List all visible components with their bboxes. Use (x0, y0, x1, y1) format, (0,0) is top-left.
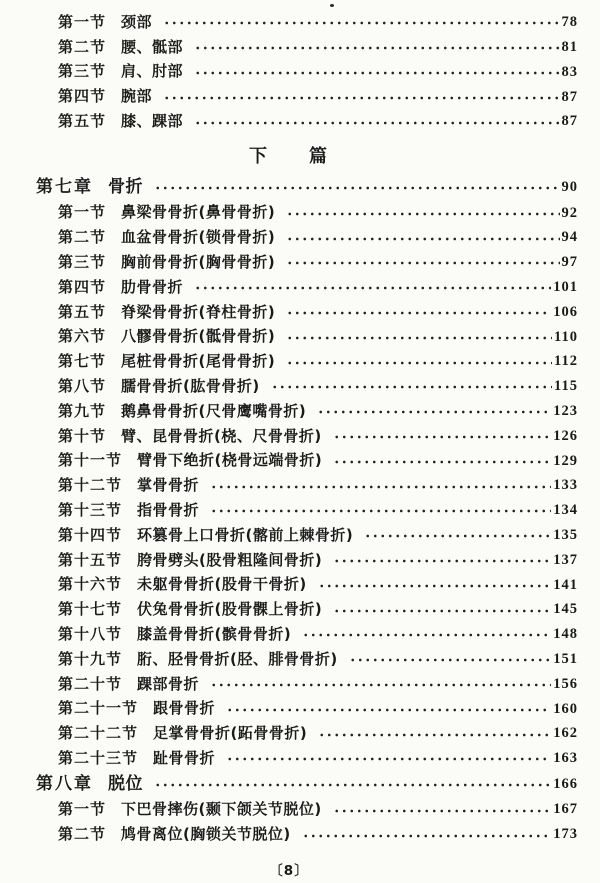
entry-label: 第二节 (58, 228, 107, 247)
entry-label: 第八节 (58, 376, 107, 395)
entry-label: 第十七节 (58, 600, 123, 619)
entry-page-number: 160 (553, 700, 578, 717)
toc-list (0, 10, 578, 847)
entry-title: 肩、肘部 (121, 62, 184, 81)
section-entry (0, 399, 578, 424)
entry-title: 臂、昆骨骨折(桡、尺骨骨折) (121, 426, 322, 445)
entry-title: 下巴骨摔伤(颞下颌关节脱位) (121, 800, 322, 819)
section-entry (0, 696, 578, 721)
entry-label: 第二节 (58, 825, 107, 843)
dot-leader (269, 374, 552, 399)
dot-leader (284, 300, 551, 325)
entry-title: 胯骨劈头(股骨粗隆间骨折) (137, 550, 323, 569)
entry-title: 脊梁骨骨折(脊柱骨折) (121, 302, 276, 321)
section-entry (0, 200, 578, 225)
section-entry (0, 647, 578, 672)
entry-label: 第二节 (58, 37, 107, 56)
dot-leader (315, 399, 551, 424)
dot-leader (316, 721, 551, 746)
entry-page-number: 97 (561, 254, 578, 271)
entry-page-number: 123 (553, 403, 578, 419)
entry-page-number: 78 (561, 14, 578, 31)
entry-label: 第十六节 (58, 575, 123, 594)
entry-page-number: 83 (561, 63, 578, 80)
section-entry (0, 548, 578, 573)
section-entry (0, 349, 578, 374)
ink-speck (330, 4, 334, 7)
entry-label: 第四节 (58, 277, 107, 296)
section-entry (0, 622, 578, 647)
entry-page-number: 90 (561, 178, 578, 195)
entry-title: 臑骨骨折(肱骨骨折) (121, 376, 260, 395)
dot-leader (152, 771, 551, 798)
section-entry (0, 374, 578, 399)
entry-label: 第十一节 (58, 451, 123, 470)
dot-leader (161, 10, 559, 35)
entry-title: 跟骨骨折 (153, 699, 216, 718)
entry-title: 腰、骶部 (121, 37, 184, 56)
entry-page-number: 173 (553, 826, 578, 843)
entry-label: 第四节 (58, 87, 107, 106)
dot-leader (331, 548, 551, 573)
entry-page-number: 106 (553, 303, 578, 320)
section-entry (0, 721, 578, 746)
entry-page-number: 110 (554, 328, 578, 345)
section-entry (0, 797, 578, 822)
entry-label: 第一节 (58, 800, 107, 819)
entry-page-number: 94 (561, 229, 578, 246)
entry-page-number: 151 (553, 650, 578, 667)
entry-label: 第六节 (58, 327, 107, 346)
dot-leader (208, 473, 551, 498)
section-entry (0, 597, 578, 622)
entry-title: 环篡骨上口骨折(髂前上棘骨折) (137, 525, 354, 544)
section-entry (0, 109, 578, 134)
part-heading: 下 篇 (249, 145, 329, 167)
section-entry (0, 424, 578, 449)
dot-leader (284, 225, 559, 250)
entry-label: 第五节 (58, 112, 107, 131)
dot-leader (224, 746, 551, 771)
entry-page-number: 129 (553, 452, 578, 469)
entry-label: 第二十三节 (58, 748, 139, 767)
entry-page-number: 126 (553, 427, 578, 444)
dot-leader (192, 275, 551, 300)
entry-title: 脱位 (108, 773, 143, 794)
dot-leader (161, 84, 559, 109)
entry-title: 骨折 (108, 176, 143, 197)
entry-title: 鸠骨离位(胸锁关节脱位) (121, 825, 291, 843)
dot-leader (331, 424, 552, 449)
entry-label: 第五节 (58, 302, 107, 321)
section-entry (0, 324, 578, 349)
dot-leader (362, 523, 551, 548)
page-number-footer: 〔8〕 (269, 862, 309, 879)
entry-label: 第十八节 (58, 624, 123, 643)
entry-label: 第七节 (58, 352, 107, 371)
section-entry (0, 275, 578, 300)
dot-leader (331, 597, 551, 622)
entry-title: 鹅鼻骨骨折(尺骨鹰嘴骨折) (121, 401, 307, 420)
entry-page-number: 162 (553, 725, 578, 742)
entry-title: 膝、踝部 (121, 112, 184, 131)
entry-label: 第九节 (58, 401, 107, 420)
entry-title: 趾骨骨折 (153, 748, 216, 767)
dot-leader (284, 349, 552, 374)
section-entry (0, 822, 578, 847)
entry-label: 第二十一节 (58, 699, 139, 718)
dot-leader (284, 200, 559, 225)
entry-label: 第十二节 (58, 476, 123, 495)
entry-label: 第十节 (58, 426, 107, 445)
section-entry (0, 572, 578, 597)
entry-title: 尾桩骨骨折(尾骨骨折) (121, 352, 276, 371)
dot-leader (284, 324, 552, 349)
entry-label: 第十三节 (58, 500, 123, 519)
entry-page-number: 167 (553, 801, 578, 818)
dot-leader (192, 109, 559, 134)
chapter-entry (0, 174, 578, 201)
dot-leader (152, 174, 560, 201)
entry-page-number: 87 (561, 88, 578, 105)
entry-label: 第十五节 (58, 550, 123, 569)
entry-page-number: 101 (553, 279, 578, 296)
section-entry (0, 746, 578, 771)
section-entry (0, 473, 578, 498)
entry-label: 第七章 (36, 176, 93, 197)
entry-title: 伏兔骨骨折(股骨髁上骨折) (137, 600, 323, 619)
dot-leader (224, 696, 551, 721)
section-entry (0, 448, 578, 473)
dot-leader (316, 572, 552, 597)
entry-label: 第二十二节 (58, 724, 139, 743)
section-entry (0, 250, 578, 275)
entry-label: 第十九节 (58, 649, 123, 668)
dot-leader (208, 498, 551, 523)
entry-page-number: 166 (553, 775, 578, 792)
section-entry (0, 225, 578, 250)
section-entry (0, 300, 578, 325)
entry-page-number: 135 (553, 526, 578, 543)
entry-page-number: 112 (554, 353, 578, 370)
entry-title: 胻、胫骨骨折(胫、腓骨骨折) (137, 649, 338, 668)
dot-leader (208, 672, 551, 697)
entry-page-number: 145 (553, 601, 578, 618)
entry-title: 腕部 (121, 87, 153, 106)
dot-leader (331, 448, 551, 473)
entry-page-number: 115 (554, 378, 578, 395)
entry-title: 肋骨骨折 (121, 277, 184, 296)
entry-page-number: 141 (553, 576, 578, 593)
entry-label: 第一节 (58, 12, 107, 31)
entry-label: 第十四节 (58, 525, 123, 544)
entry-title: 鼻梁骨骨折(鼻骨骨折) (121, 203, 276, 222)
section-entry (0, 672, 578, 697)
entry-page-number: 134 (553, 502, 578, 519)
dot-leader (300, 622, 551, 647)
section-entry (0, 84, 578, 109)
dot-leader (347, 647, 552, 672)
section-entry (0, 10, 578, 35)
entry-title: 指骨骨折 (137, 500, 200, 519)
entry-title: 足掌骨骨折(跖骨骨折) (153, 724, 308, 743)
entry-label: 第八章 (36, 773, 93, 794)
dot-leader (331, 797, 552, 822)
dot-leader (284, 250, 559, 275)
entry-page-number: 156 (553, 675, 578, 692)
entry-label: 第三节 (58, 62, 107, 81)
entry-label: 第三节 (58, 252, 107, 271)
dot-leader (192, 35, 559, 60)
entry-title: 八髎骨骨折(骶骨骨折) (121, 327, 276, 346)
section-entry (0, 60, 578, 85)
entry-page-number: 163 (553, 750, 578, 767)
entry-title: 未躯骨骨折(股骨干骨折) (137, 575, 307, 594)
entry-title: 胸前骨骨折(胸骨骨折) (121, 252, 276, 271)
entry-page-number: 137 (553, 551, 578, 568)
entry-page-number: 133 (553, 477, 578, 494)
entry-title: 膝盖骨骨折(髌骨骨折) (137, 624, 292, 643)
entry-title: 血盆骨骨折(锁骨骨折) (121, 228, 276, 247)
entry-title: 踝部骨折 (137, 674, 200, 693)
entry-page-number: 92 (561, 204, 578, 221)
section-entry (0, 35, 578, 60)
entry-label: 第一节 (58, 203, 107, 222)
dot-leader (300, 822, 552, 847)
dot-leader (192, 60, 559, 85)
entry-title: 掌骨骨折 (137, 476, 200, 495)
entry-title: 颈部 (121, 12, 153, 31)
chapter-entry (0, 771, 578, 798)
entry-page-number: 148 (553, 626, 578, 643)
entry-page-number: 87 (561, 113, 578, 130)
entry-page-number: 81 (561, 38, 578, 55)
entry-title: 臂骨下绝折(桡骨远端骨折) (137, 451, 323, 470)
section-entry (0, 498, 578, 523)
entry-label: 第二十节 (58, 674, 123, 693)
section-entry (0, 523, 578, 548)
